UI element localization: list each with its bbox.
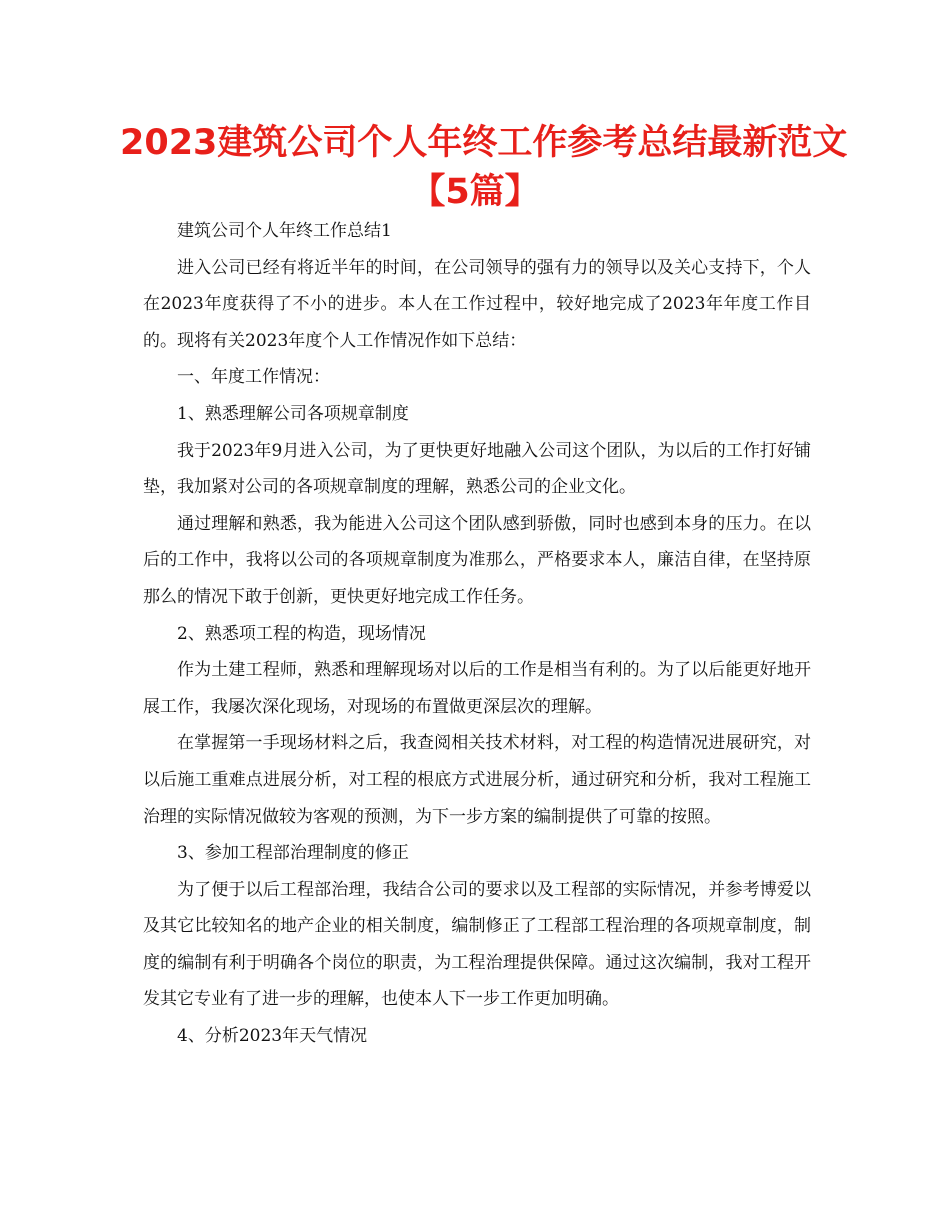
document-body [143,213,811,1055]
paragraph: 通过理解和熟悉，我为能进入公司这个团队感到骄傲，同时也感到本身的压力。在以后的工作中，我将以公司的各项规章制度为准那么，严格要求本人，廉洁自律，在坚持原那么的情况下敢于创新，更快更好地完成工作任务。 [143,513,811,607]
paragraph: 我于2023年9月进入公司，为了更快更好地融入公司这个团队，为以后的工作打好铺垫，我加紧对公司的各项规章制度的理解，熟悉公司的企业文化。 [143,440,811,498]
document-title-line-2: 【5篇】 [410,172,540,212]
section-heading: 一、年度工作情况： [177,367,330,388]
subsection-heading: 2、熟悉项工程的构造，现场情况 [177,623,426,644]
paragraph: 在掌握第一手现场材料之后，我查阅相关技术材料，对工程的构造情况进展研究，对以后施工重难点进展分析，对工程的根底方式进展分析，通过研究和分析，我对工程施工治理的实际情况做较为客观的预测，为下一步方案的编制提供了可靠的按照。 [143,733,811,827]
subsection-heading: 4、分析2023年天气情况 [177,1026,368,1047]
subsection-heading: 1、熟悉理解公司各项规章制度 [177,403,409,424]
document-title-line-1: 2023建筑公司个人年终工作参考总结最新范文 [120,123,848,163]
subsection-heading: 3、参加工程部治理制度的修正 [177,843,409,864]
section-heading: 建筑公司个人年终工作总结1 [177,221,392,241]
paragraph: 作为土建工程师，熟悉和理解现场对以后的工作是相当有利的。为了以后能更好地开展工作，我屡次深化现场，对现场的布置做更深层次的理解。 [143,660,811,717]
paragraph: 进入公司已经有将近半年的时间，在公司领导的强有力的领导以及关心支持下，个人在2023年度获得了不小的进步。本人在工作过程中，较好地完成了2023年年度工作目的。现将有关2023年度个人工作情况作如下总结： [143,257,811,351]
paragraph: 为了便于以后工程部治理，我结合公司的要求以及工程部的实际情况，并参考博爱以及其它比较知名的地产企业的相关制度，编制修正了工程部工程治理的各项规章制度，制度的编制有利于明确各个岗位的职责，为工程治理提供保障。通过这次编制，我对工程开发其它专业有了进一步的理解，也使本人下一步工作更加明确。 [143,879,811,1010]
